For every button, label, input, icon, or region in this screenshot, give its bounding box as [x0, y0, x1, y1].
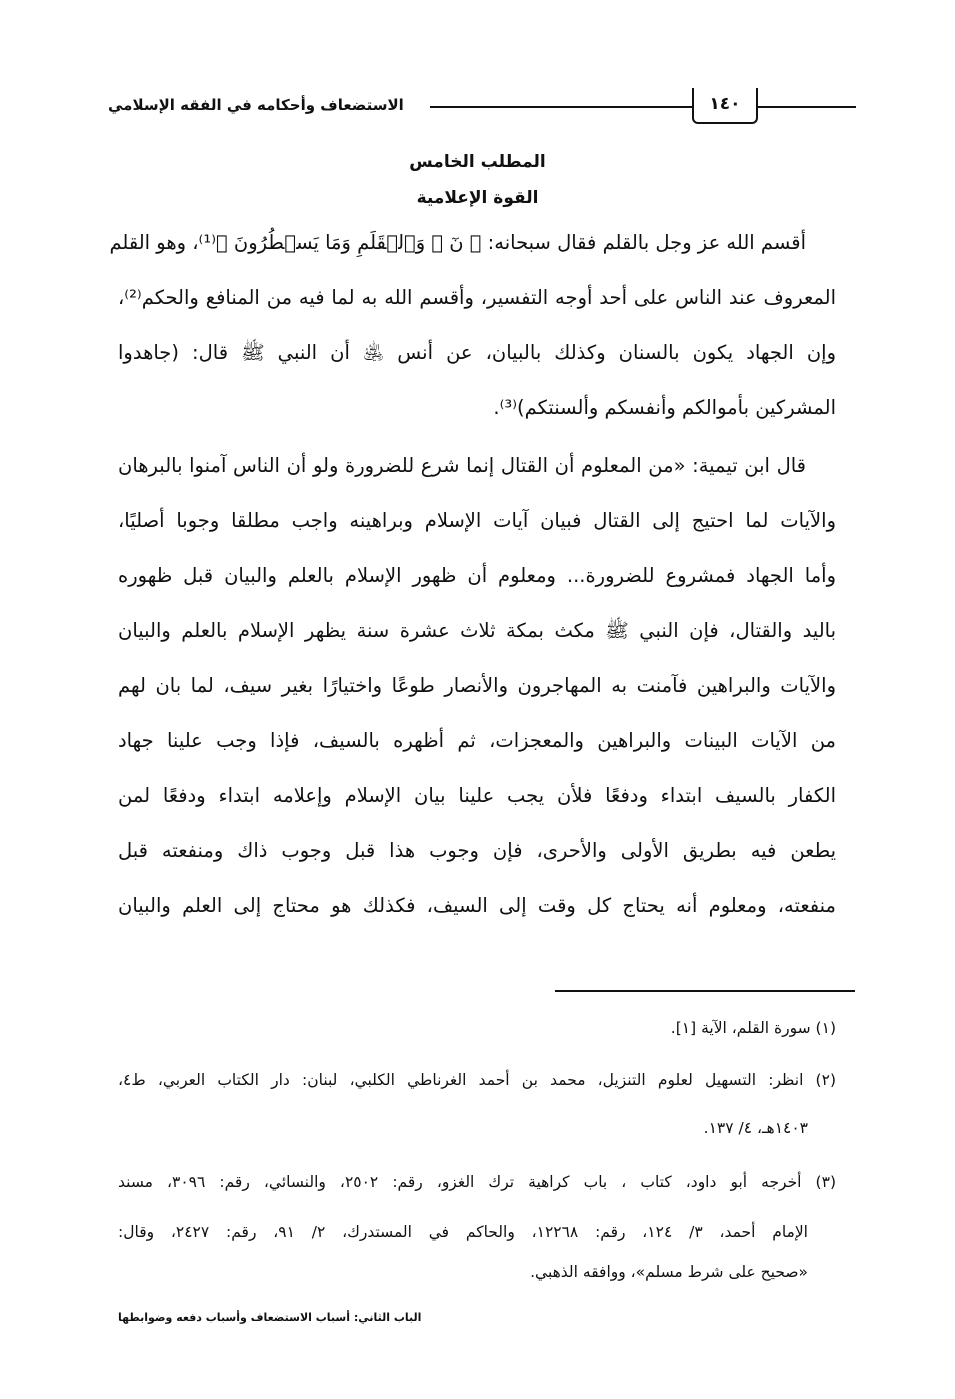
- footnote-2-cont: ١٤٠٣هـ، ٤/ ١٣٧.: [703, 1119, 808, 1137]
- section-subtitle: القوة الإعلامية: [416, 188, 539, 208]
- footnote-separator: [555, 990, 855, 992]
- footer-chapter: الباب الثاني: أسباب الاستضعاف وأسباب دفعه وضوابطها: [118, 1311, 422, 1324]
- body-line: من الآيات البينات والبراهين والمعجزات، ثم أظهره بالسيف، فإذا وجب علينا جهاد: [118, 729, 836, 752]
- running-title: الاستضعاف وأحكامه في الفقه الإسلامي: [108, 96, 404, 114]
- footnote-1: (١) سورة القلم، الآية [١].: [670, 1019, 836, 1037]
- footnote-3-cont: «صحيح على شرط مسلم»، ووافقه الذهبي.: [530, 1263, 808, 1281]
- body-line: وأما الجهاد فمشروع للضرورة... ومعلوم أن ظهور الإسلام بالعلم والبيان قبل ظهوره: [118, 564, 836, 587]
- body-line: المشركين بأموالكم وأنفسكم وألسنتكم)⁽³⁾.: [493, 396, 836, 419]
- section-title: المطلب الخامس: [409, 152, 546, 172]
- body-line: أقسم الله عز وجل بالقلم فقال سبحانه: ﴿ نٓ ۚ وَٱلۡقَلَمِ وَمَا يَسۡطُرُونَ ﴾⁽¹⁾، وهو القلم: [109, 231, 806, 254]
- body-line: والآيات لما احتيج إلى القتال فبيان آيات الإسلام وبراهينه واجب مطلقا وجوبا أصليًا،: [118, 509, 836, 532]
- body-line: المعروف عند الناس على أحد أوجه التفسير، وأقسم الله به لما فيه من المنافع والحكم⁽²⁾،: [118, 286, 836, 309]
- footnote-3: (٣) أخرجه أبو داود، كتاب ، باب كراهية ترك الغزو، رقم: ٢٥٠٢، والنسائي، رقم: ٣٠٩٦، مسند: [118, 1173, 836, 1191]
- body-line: والآيات والبراهين فآمنت به المهاجرون والأنصار طوعًا واختيارًا بغير سيف، لما بان لهم: [118, 674, 836, 697]
- header-rule-right: [758, 106, 856, 108]
- body-line: يطعن فيه بطريق الأولى والأحرى، فإن وجوب هذا قبل وجوب ذاك ومنفعته قبل: [118, 839, 836, 862]
- header-rule-left: [430, 106, 692, 108]
- body-line: منفعته، ومعلوم أنه يحتاج كل وقت إلى السيف، فكذلك هو محتاج إلى العلم والبيان: [118, 894, 836, 917]
- page-number: ١٤٠: [692, 88, 758, 124]
- body-line: الكفار بالسيف ابتداء ودفعًا فلأن يجب علينا بيان الإسلام وإعلامه ابتداء ودفعًا لمن: [118, 784, 836, 807]
- body-line: قال ابن تيمية: «من المعلوم أن القتال إنما شرع للضرورة ولو أن الناس آمنوا بالبرهان: [118, 454, 806, 477]
- footnote-3-cont: الإمام أحمد، ٣/ ١٢٤، رقم: ١٢٢٦٨، والحاكم في المستدرك، ٢/ ٩١، رقم: ٢٤٢٧، وقال:: [118, 1223, 808, 1241]
- body-line: باليد والقتال، فإن النبي ﷺ مكث بمكة ثلاث عشرة سنة يظهر الإسلام بالعلم والبيان: [118, 619, 836, 642]
- footnote-2: (٢) انظر: التسهيل لعلوم التنزيل، محمد بن أحمد الغرناطي الكلبي، لبنان: دار الكتاب العربي، ط٤،: [118, 1071, 836, 1089]
- body-line: وإن الجهاد يكون بالسنان وكذلك بالبيان، عن أنس ﵁ أن النبي ﷺ قال: (جاهدوا: [118, 341, 836, 364]
